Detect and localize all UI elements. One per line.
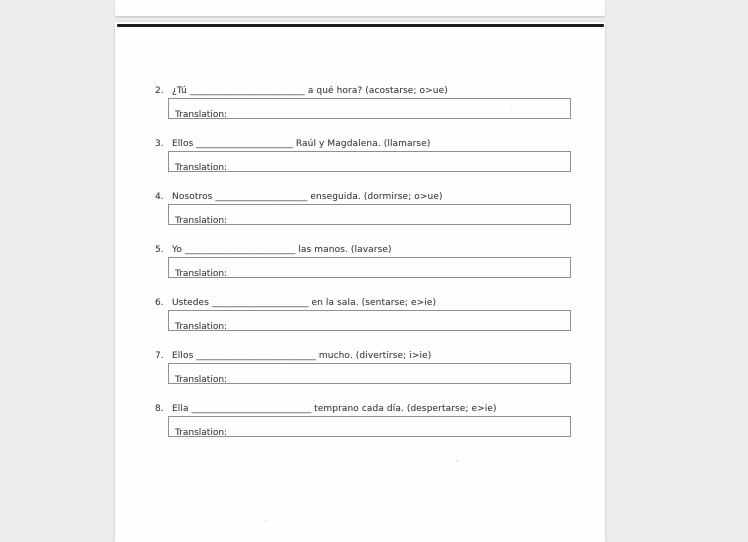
exercise-question-text: Nosotros ____________________ enseguida. (dormirse; o>ue) [172, 192, 443, 202]
translation-label: Translation: [175, 428, 228, 438]
translation-label: Translation: [175, 322, 228, 332]
exercise-question-text: Ellos __________________________ mucho. (divertirse; i>ie) [172, 351, 432, 361]
exercise-question-text: ¿Tú _________________________ a qué hora? (acostarse; o>ue) [172, 86, 448, 96]
translation-box [168, 257, 571, 278]
exercise-item-7 [115, 347, 605, 400]
exercise-item-3 [115, 135, 605, 188]
worksheet-page [115, 22, 605, 542]
exercise-item-8 [115, 400, 605, 453]
translation-label: Translation: [175, 375, 228, 385]
exercise-question [155, 82, 605, 98]
exercise-question [155, 188, 605, 204]
exercise-question [155, 347, 605, 363]
translation-label: Translation: [175, 269, 228, 279]
exercise-list [115, 82, 605, 453]
exercise-item-2 [115, 82, 605, 135]
scan-speck [455, 460, 459, 462]
previous-page-bottom-edge [115, 0, 605, 16]
exercise-item-6 [115, 294, 605, 347]
scan-speck [265, 520, 268, 522]
translation-box [168, 151, 571, 172]
exercise-question [155, 135, 605, 151]
exercise-number: 5. [155, 245, 164, 255]
scan-speck [460, 330, 463, 332]
translation-box [168, 416, 571, 437]
exercise-item-4 [115, 188, 605, 241]
scan-speck [510, 106, 513, 108]
translation-box [168, 310, 571, 331]
exercise-question-text: Ella __________________________ temprano cada día. (despertarse; e>ie) [172, 404, 497, 414]
translation-box [168, 98, 571, 119]
translation-label: Translation: [175, 110, 228, 120]
exercise-question-text: Ellos _____________________ Raúl y Magdalena. (llamarse) [172, 139, 431, 149]
exercise-question-text: Ustedes _____________________ en la sala. (sentarse; e>ie) [172, 298, 437, 308]
exercise-number: 8. [155, 404, 164, 414]
exercise-question [155, 294, 605, 310]
exercise-number: 3. [155, 139, 164, 149]
exercise-number: 4. [155, 192, 164, 202]
translation-label: Translation: [175, 216, 228, 226]
translation-box [168, 204, 571, 225]
exercise-number: 7. [155, 351, 164, 361]
exercise-question [155, 241, 605, 257]
page-top-rule [117, 24, 604, 27]
exercise-question [155, 400, 605, 416]
exercise-number: 6. [155, 298, 164, 308]
translation-label: Translation: [175, 163, 228, 173]
exercise-number: 2. [155, 86, 164, 96]
exercise-item-5 [115, 241, 605, 294]
exercise-question-text: Yo ________________________ las manos. (lavarse) [172, 245, 392, 255]
translation-box [168, 363, 571, 384]
